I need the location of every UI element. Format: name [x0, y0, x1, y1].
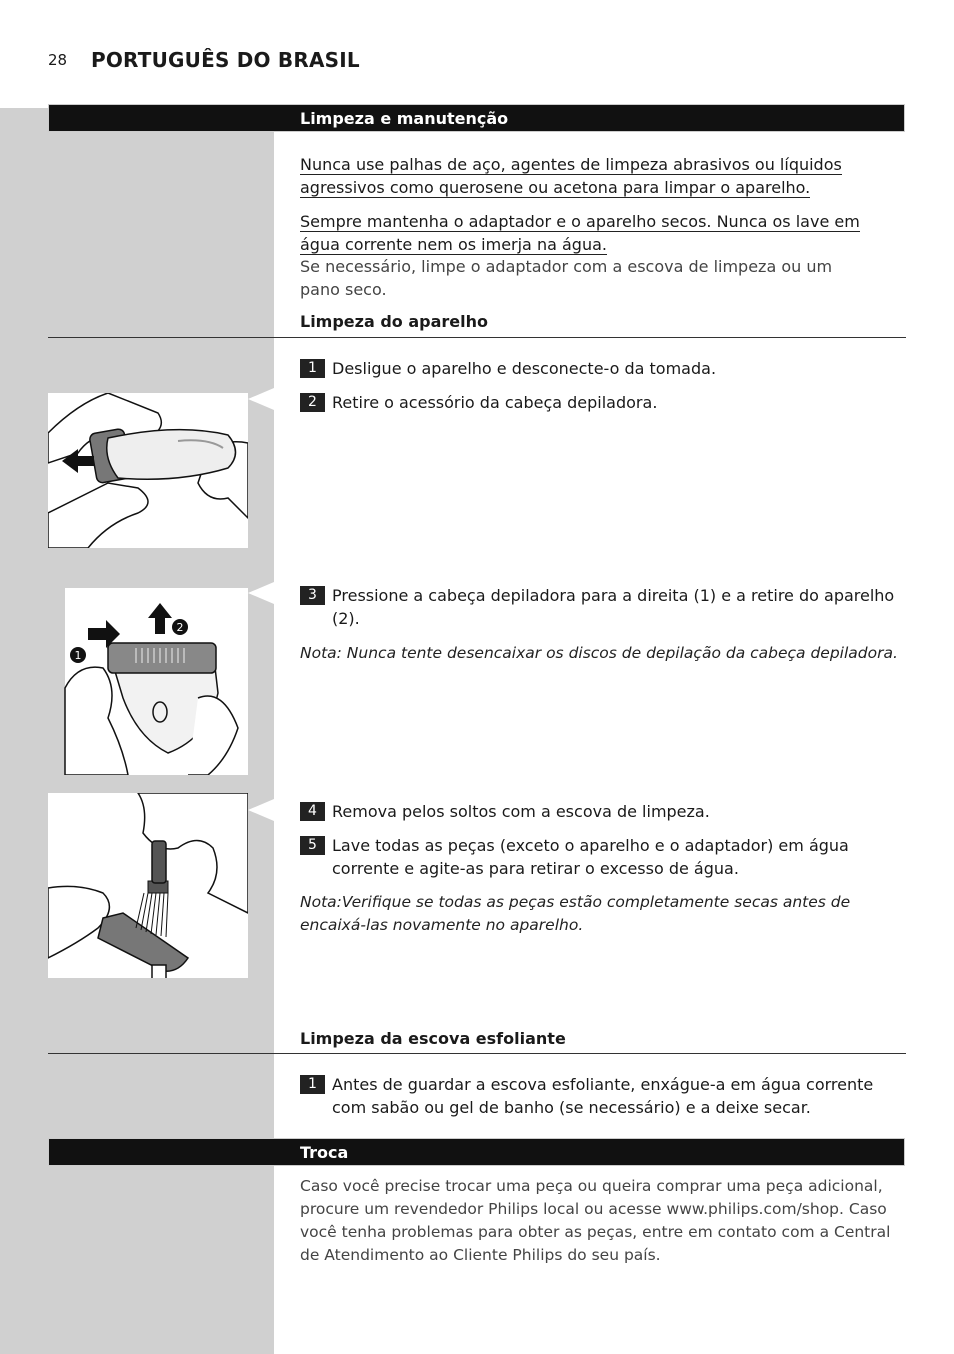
step-number: 4 [300, 802, 325, 821]
step-text: Desligue o aparelho e desconecte-o da tomada. [332, 359, 717, 378]
step-number: 1 [300, 1075, 325, 1094]
subheading-brush-cleaning: Limpeza da escova esfoliante [300, 1029, 566, 1048]
step-number: 5 [300, 836, 325, 855]
step-text: Antes de guardar a escova esfoliante, enxágue-a em água corrente com sabão ou gel de banho (se necessário) e a deixe secar. [332, 1075, 874, 1117]
illustration-remove-attachment [48, 393, 248, 548]
step-text: Retire o acessório da cabeça depiladora. [332, 393, 658, 412]
step-number: 3 [300, 586, 325, 605]
section-bar-replacement [48, 1138, 905, 1166]
step-item [300, 391, 904, 414]
step-number: 1 [300, 359, 325, 378]
warning-paragraph-2: Sempre mantenha o adaptador e o aparelho secos. Nunca os lave em água corrente nem os imerja na água. [300, 212, 860, 254]
figure-label: 2 [176, 621, 184, 634]
illustration-brush-cleaning [48, 793, 248, 978]
divider-rule [48, 337, 906, 338]
step-item [300, 584, 904, 630]
pointer-wedge [248, 388, 274, 410]
replacement-paragraph: Caso você precise trocar uma peça ou queira comprar uma peça adicional, procure um revendedor Philips local ou acesse www.philips.com/shop. Caso você tenha problemas para obter as peças, entre em contato com a Central de Atendimento ao Cliente Philips do seu país. [300, 1177, 891, 1264]
illustration-remove-epilating-head [48, 588, 248, 775]
step-item [300, 1073, 904, 1119]
step-text: Lave todas as peças (exceto o aparelho e o adaptador) em água corrente e agite-as para retirar o excesso de água. [332, 836, 849, 878]
section-title: Troca [300, 1143, 349, 1162]
step-item [300, 834, 904, 880]
step-text: Pressione a cabeça depiladora para a direita (1) e a retire do aparelho (2). [332, 586, 895, 628]
section-bar-cleaning [48, 104, 905, 132]
note-epilating-discs: Nota: Nunca tente desencaixar os discos de depilação da cabeça depiladora. [300, 644, 898, 662]
step-number: 2 [300, 393, 325, 412]
subheading-appliance-cleaning: Limpeza do aparelho [300, 312, 489, 331]
page-header: PORTUGUÊS DO BRASIL [91, 48, 360, 72]
warning-paragraph-1: Nunca use palhas de aço, agentes de limpeza abrasivos ou líquidos agressivos como querosene ou acetona para limpar o aparelho. [300, 155, 842, 197]
pointer-wedge [248, 582, 274, 604]
note-dry-parts: Nota:Verifique se todas as peças estão completamente secas antes de encaixá-las novamente no aparelho. [300, 893, 851, 934]
section-title: Limpeza e manutenção [300, 109, 509, 128]
figure-label: 1 [74, 649, 82, 662]
pointer-wedge [248, 799, 274, 821]
tip-paragraph: Se necessário, limpe o adaptador com a escova de limpeza ou um pano seco. [300, 257, 833, 299]
divider-rule [48, 1053, 906, 1054]
step-item [300, 800, 904, 823]
step-item [300, 357, 904, 380]
page-number: 28 [48, 51, 68, 69]
step-text: Remova pelos soltos com a escova de limpeza. [332, 802, 710, 821]
